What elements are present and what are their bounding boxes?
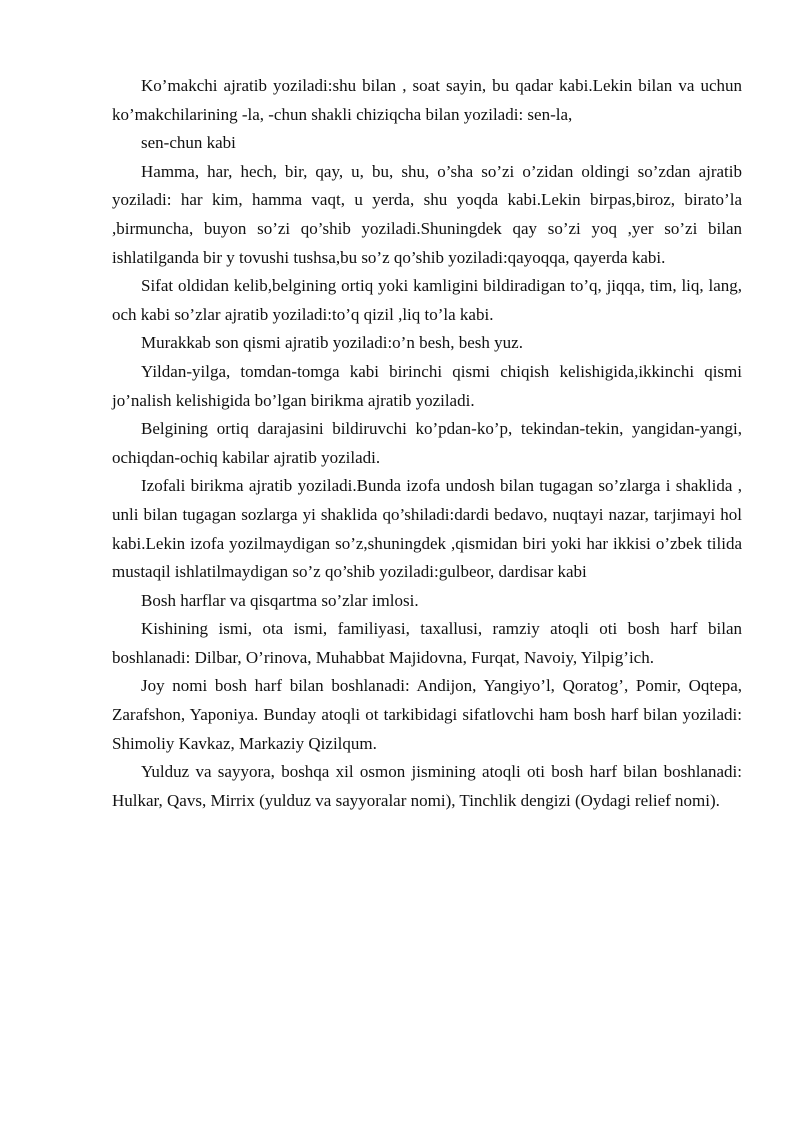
paragraph-izofali: Izofali birikma ajratib yoziladi.Bunda izofa undosh bilan tugagan so’zlarga i shaklida , unli bilan tugagan sozlarga yi shaklida qo’shiladi:dardi bedavo, nuqtayi nazar, tarjimayi hol kabi.Lekin izofa yozilmaydigan so’z,shuningdek ,qismidan biri yoki har ikkisi o’zbek tilida mustaqil ishlatilmaydigan so’z qo’shib yoziladi:gulbeor, dardisar kabi: [112, 476, 742, 582]
document-page: [112, 72, 742, 815]
paragraph-belgining-ortiq: Belgining ortiq darajasini bildiruvchi ko’pdan-ko’p, tekindan-tekin, yangidan-yangi, ochiqdan-ochiq kabilar ajratib yoziladi.: [112, 419, 742, 467]
paragraph-yildan-yilga: Yildan-yilga, tomdan-tomga kabi birinchi qismi chiqish kelishigida,ikkinchi qismi jo’nalish kelishigida bo’lgan birikma ajratib yoziladi.: [112, 361, 742, 410]
section-heading-bosh-harflar: Bosh harflar va qisqartma so’zlar imlosi.: [141, 590, 419, 610]
paragraph-komakchi: Ko’makchi ajratib yoziladi:shu bilan , soat sayin, bu qadar kabi.Lekin bilan va uchun ko’makchilarining -la, -chun shakli chiziqcha bilan yoziladi: sen-la,: [112, 76, 742, 124]
paragraph-yulduz: Yulduz va sayyora, boshqa xil osmon jismining atoqli oti bosh harf bilan boshlanadi: Hulkar, Qavs, Mirrix (yulduz va sayyoralar nomi), Tinchlik dengizi (Oydagi relief nomi).: [112, 762, 742, 810]
paragraph-hamma: Hamma, har, hech, bir, qay, u, bu, shu, o’sha so’zi o’zidan oldingi so’zdan ajratib yoziladi: har kim, hamma vaqt, u yerda, shu yoqda kabi.Lekin birpas,biroz, birato’la ,birmuncha, buyon so’zi qo’shib yoziladi.Shuningdek qay so’zi yoq ,yer so’zi bilan ishlatilganda bir y tovushi tushsa,bu so’z qo’shib yoziladi:qayoqqa, qayerda kabi.: [112, 161, 742, 267]
paragraph-murakkab-son: Murakkab son qismi ajratib yoziladi:o’n besh, besh yuz.: [141, 333, 523, 353]
paragraph-kishining-ismi: Kishining ismi, ota ismi, familiyasi, taxallusi, ramziy atoqli oti bosh harf bilan boshlanadi: Dilbar, O’rinova, Muhabbat Majidovna, Furqat, Navoiy, Yilpig’ich.: [112, 619, 742, 667]
paragraph-sifat: Sifat oldidan kelib,belgining ortiq yoki kamligini bildiradigan to’q, jiqqa, tim, liq, lang, och kabi so’zlar ajratib yoziladi:to’q qizil ,liq to’la kabi.: [112, 276, 742, 324]
paragraph-joy-nomi: Joy nomi bosh harf bilan boshlanadi: Andijon, Yangiyo’l, Qoratog’, Pomir, Oqtepa, Zarafshon, Yaponiya. Bunday atoqli ot tarkibidagi sifatlovchi ham bosh harf bilan yoziladi: Shimoliy Kavkaz, Markaziy Qizilqum.: [112, 676, 742, 753]
paragraph-sen-chun: sen-chun kabi: [141, 133, 236, 153]
